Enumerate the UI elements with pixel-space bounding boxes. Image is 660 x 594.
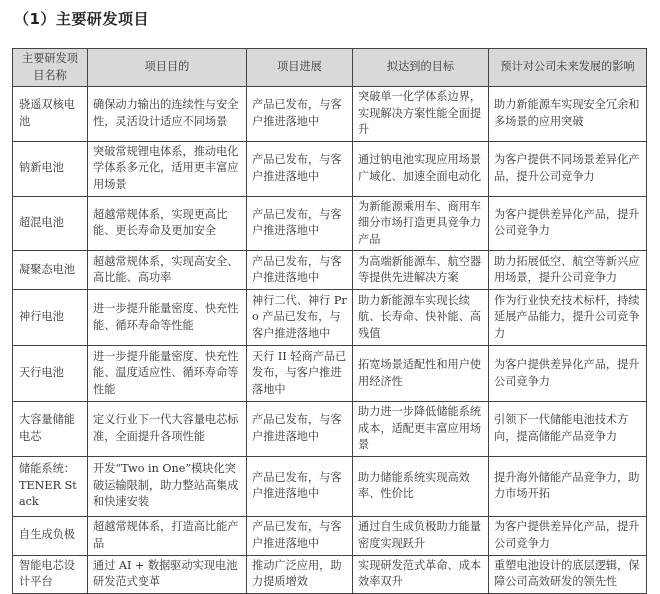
project-impact: 为客户提供不同场景差异化产品，提升公司竞争力	[489, 141, 647, 196]
project-impact: 为客户提供差异化产品，提升公司竞争力	[489, 346, 647, 402]
project-impact: 为客户提供差异化产品，提升公司竞争力	[489, 196, 647, 251]
section-title: （1）主要研发项目	[14, 10, 149, 28]
table-row	[13, 516, 647, 555]
header-goal: 拟达到的目标	[353, 49, 489, 87]
rd-projects-table	[12, 48, 647, 594]
table-row	[13, 87, 647, 142]
project-progress: 产品已发布，与客户推进落地中	[247, 402, 353, 457]
project-progress: 产品已发布，与客户推进落地中	[247, 516, 353, 555]
project-purpose: 突破常规锂电体系，推动电化学体系多元化，适用更丰富应用场景	[88, 141, 247, 196]
project-purpose: 进一步提升能量密度、快充性能、循环寿命等性能	[88, 290, 247, 346]
table-row	[13, 346, 647, 402]
project-progress: 产品已发布，与客户推进落地中	[247, 456, 353, 516]
project-impact: 引领下一代储能电池技术方向，提高储能产品竞争力	[489, 402, 647, 457]
project-purpose: 确保动力输出的连续性与安全性，灵活设计适应不同场景	[88, 87, 247, 142]
project-name: 超混电池	[13, 196, 88, 251]
project-name: 储能系统：TENER Stack	[13, 456, 88, 516]
project-progress: 神行二代、神行 Pro 产品已发布，与客户推进落地中	[247, 290, 353, 346]
project-impact: 作为行业快充技术标杆，持续延展产品能力，提升公司竞争力	[489, 290, 647, 346]
header-project-name: 主要研发项目名称	[13, 49, 88, 87]
project-progress: 产品已发布，与客户推进落地中	[247, 196, 353, 251]
project-name: 自生成负极	[13, 516, 88, 555]
project-purpose: 开发“Two in One”模块化突破运输限制，助力整站高集成和快速安装	[88, 456, 247, 516]
project-name: 神行电池	[13, 290, 88, 346]
table-row	[13, 141, 647, 196]
table-row	[13, 290, 647, 346]
project-purpose: 定义行业下一代大容量电芯标准，全面提升各项性能	[88, 402, 247, 457]
project-purpose: 超越常规体系，实现高安全、高比能、高功率	[88, 251, 247, 290]
table-row	[13, 555, 647, 593]
project-purpose: 通过 AI + 数据驱动实现电池研发范式变革	[88, 555, 247, 593]
project-impact: 重塑电池设计的底层逻辑，保障公司高效研发的领先性	[489, 555, 647, 593]
project-impact: 为客户提供差异化产品，提升公司竞争力	[489, 516, 647, 555]
project-progress: 产品已发布，与客户推进落地中	[247, 141, 353, 196]
project-purpose: 超越常规体系，实现更高比能、更长寿命及更加安全	[88, 196, 247, 251]
table-header-row	[13, 49, 647, 87]
project-name: 大容量储能电芯	[13, 402, 88, 457]
table-row	[13, 251, 647, 290]
table-row	[13, 402, 647, 457]
project-impact: 助力拓展低空、航空等新兴应用场景，提升公司竞争力	[489, 251, 647, 290]
project-progress: 天行 II 轻商产品已发布，与客户推进落地中	[247, 346, 353, 402]
project-goal: 助力储能系统实现高效率、性价比	[353, 456, 489, 516]
project-goal: 为高端新能源车、航空器等提供先进解决方案	[353, 251, 489, 290]
header-purpose: 项目目的	[88, 49, 247, 87]
header-progress: 项目进展	[247, 49, 353, 87]
project-impact: 提升海外储能产品竞争力，助力市场开拓	[489, 456, 647, 516]
project-name: 骁遥双核电池	[13, 87, 88, 142]
project-purpose: 进一步提升能量密度、快充性能、温度适应性、循环寿命等性能	[88, 346, 247, 402]
project-goal: 实现研发范式革命、成本效率双升	[353, 555, 489, 593]
project-name: 钠新电池	[13, 141, 88, 196]
project-goal: 拓宽场景适配性和用户使用经济性	[353, 346, 489, 402]
header-impact: 预计对公司未来发展的影响	[489, 49, 647, 87]
project-name: 凝聚态电池	[13, 251, 88, 290]
project-goal: 通过自生成负极助力能量密度实现跃升	[353, 516, 489, 555]
project-progress: 推动广泛应用，助力提质增效	[247, 555, 353, 593]
project-progress: 产品已发布，与客户推进落地中	[247, 251, 353, 290]
table-row	[13, 196, 647, 251]
table-row	[13, 456, 647, 516]
project-purpose: 超越常规体系，打造高比能产品	[88, 516, 247, 555]
project-impact: 助力新能源车实现安全冗余和多场景的应用突破	[489, 87, 647, 142]
project-goal: 助力进一步降低储能系统成本，适配更丰富应用场景	[353, 402, 489, 457]
project-goal: 助力新能源车实现长续航、长寿命、快补能、高残值	[353, 290, 489, 346]
project-progress: 产品已发布，与客户推进落地中	[247, 87, 353, 142]
project-name: 天行电池	[13, 346, 88, 402]
project-goal: 突破单一化学体系边界，实现解决方案性能全面提升	[353, 87, 489, 142]
project-name: 智能电芯设计平台	[13, 555, 88, 593]
project-goal: 为新能源乘用车、商用车细分市场打造更具竞争力产品	[353, 196, 489, 251]
project-goal: 通过钠电池实现应用场景广域化、加速全面电动化	[353, 141, 489, 196]
